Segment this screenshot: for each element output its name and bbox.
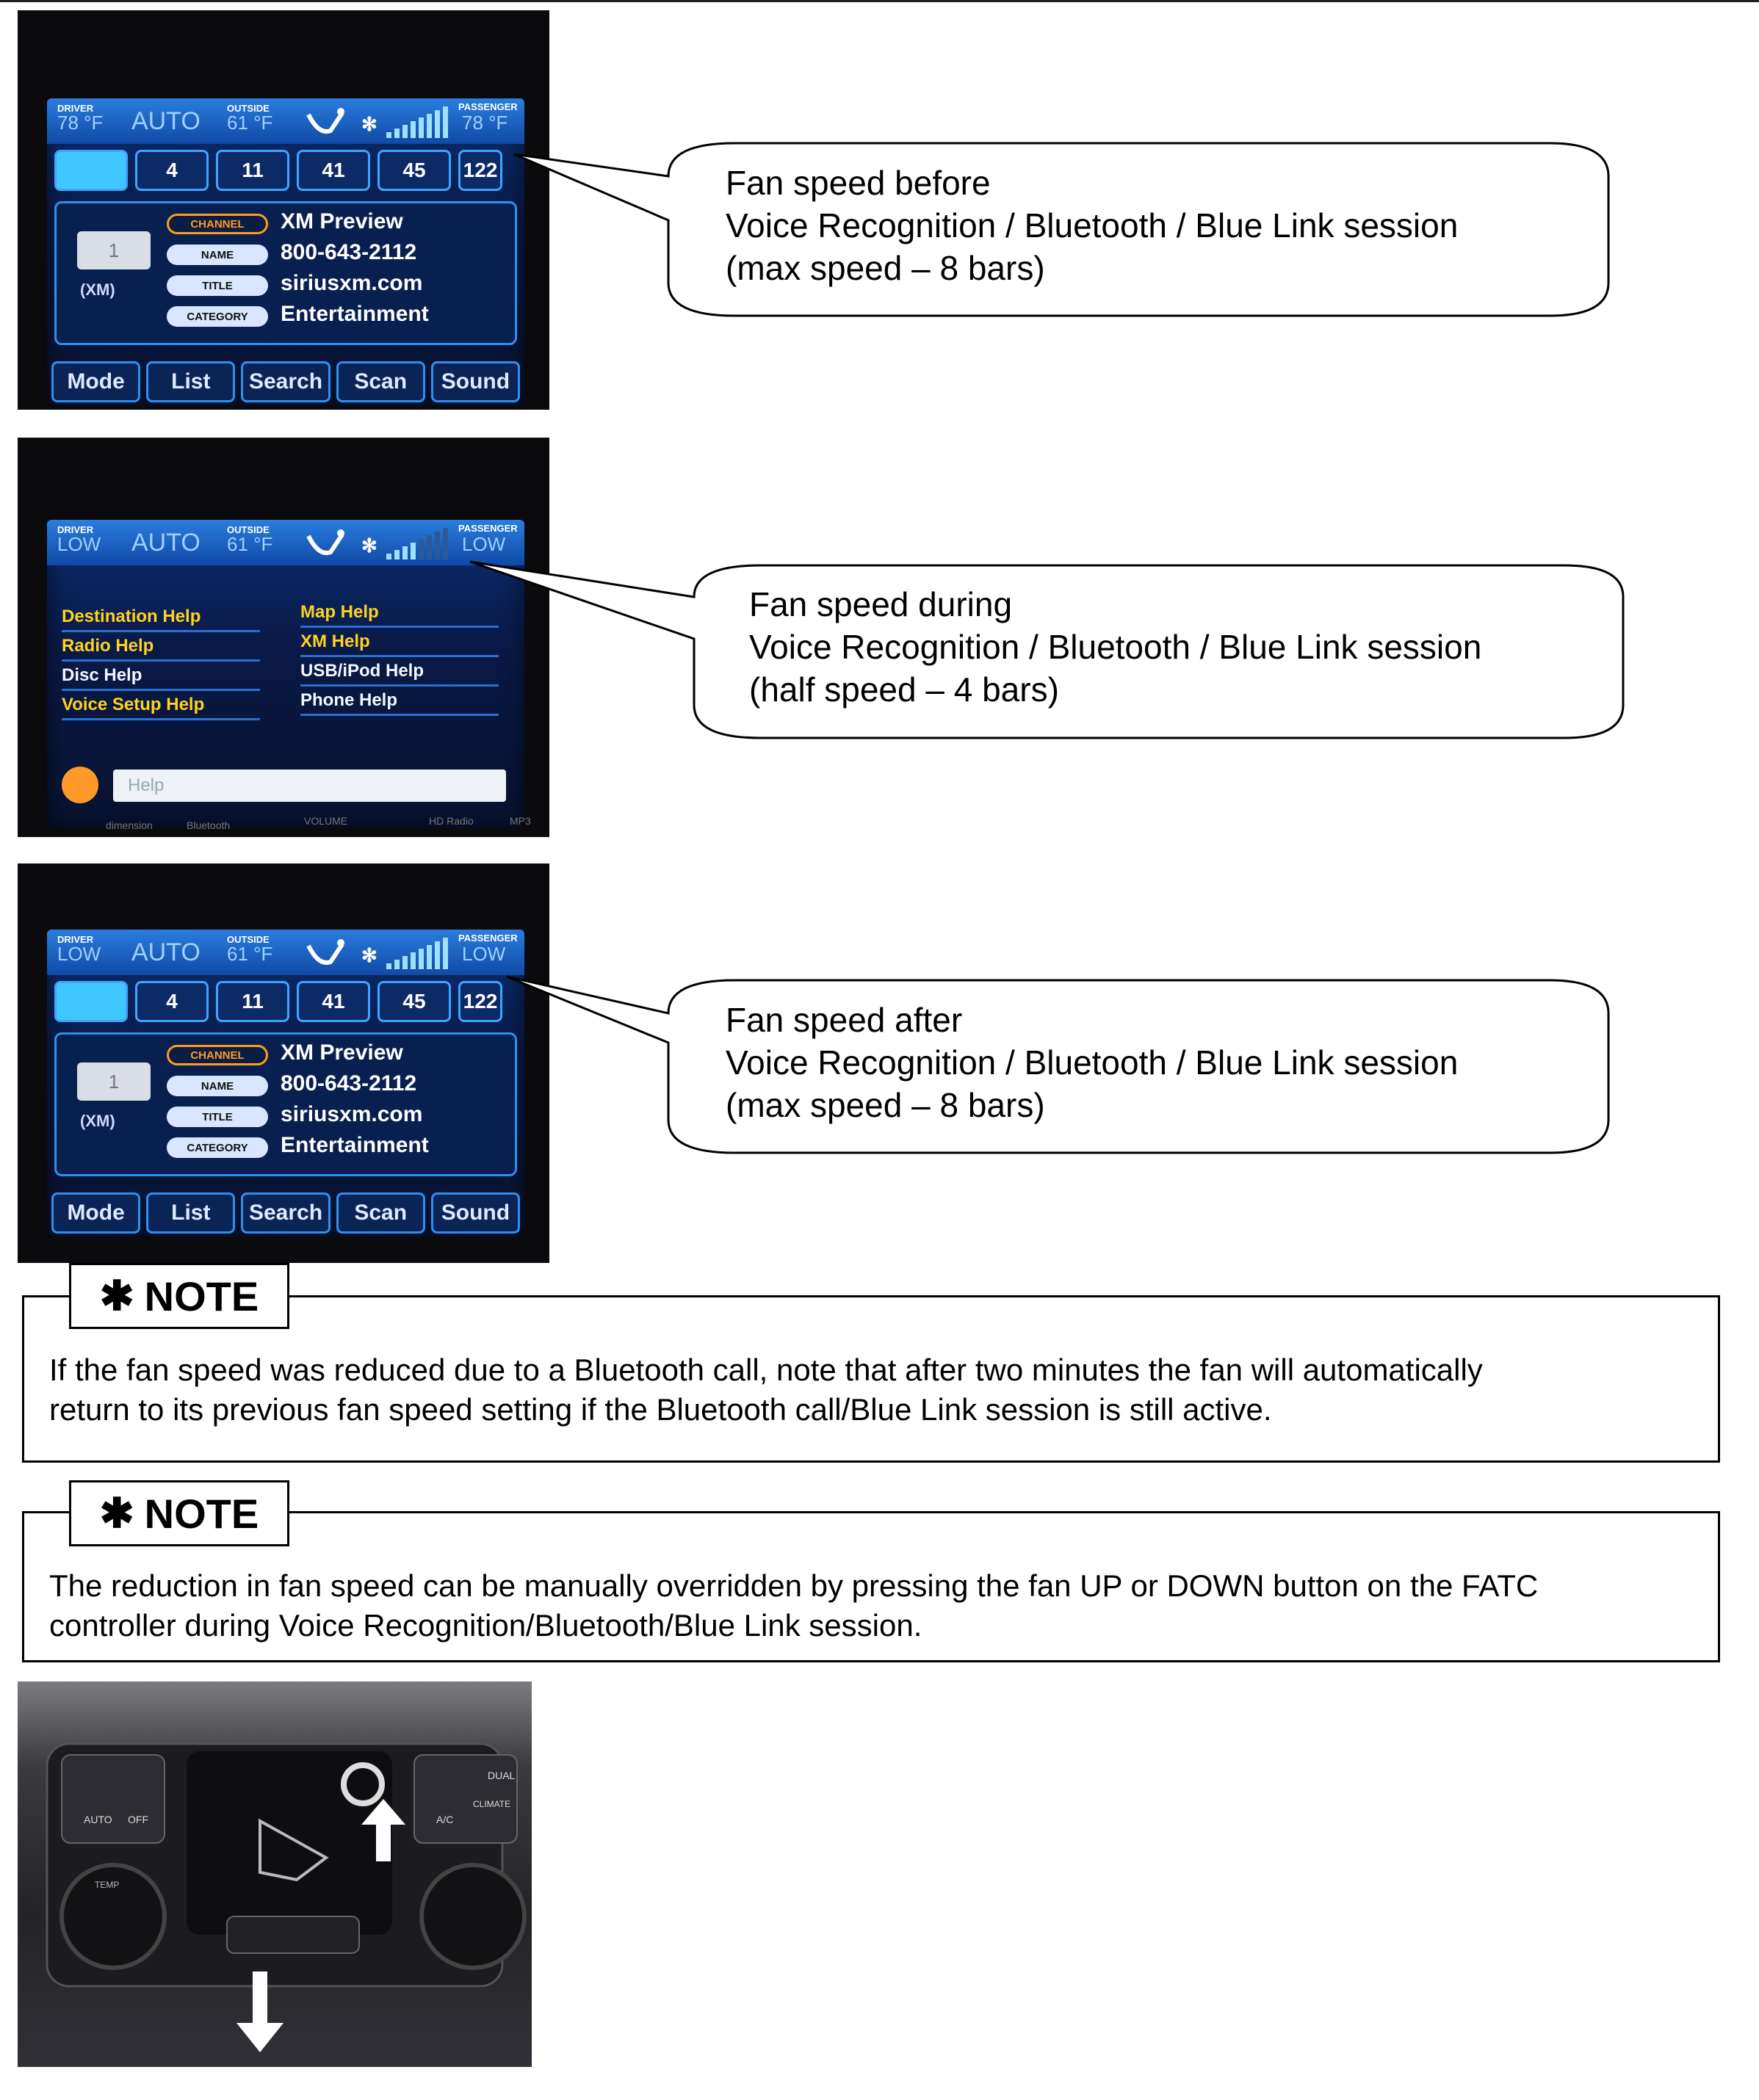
softkey-row bbox=[47, 1192, 524, 1238]
driver-temp: 78 °F bbox=[57, 112, 104, 134]
mode-button[interactable]: Mode bbox=[51, 1192, 140, 1234]
driver-label: DRIVER bbox=[57, 524, 94, 535]
asterisk-icon: ✱ bbox=[99, 1490, 134, 1536]
category-tag: CATEGORY bbox=[167, 306, 268, 327]
dual-button[interactable]: DUAL bbox=[488, 1770, 516, 1781]
fan-icon: ✻ bbox=[361, 535, 378, 557]
passenger-temp: 78 °F bbox=[462, 112, 508, 134]
note-title: NOTE bbox=[144, 1490, 259, 1537]
channel-value: XM Preview bbox=[281, 209, 403, 233]
bezel-label: dimension bbox=[106, 819, 153, 831]
outside-label: OUTSIDE bbox=[227, 103, 270, 114]
callout-line: Voice Recognition / Bluetooth / Blue Link session bbox=[726, 1043, 1459, 1082]
driver-temp: LOW bbox=[57, 533, 101, 555]
preset-button[interactable]: 122 bbox=[458, 981, 502, 1022]
ac-button[interactable]: A/C bbox=[436, 1814, 454, 1825]
asterisk-icon: ✱ bbox=[99, 1272, 134, 1319]
preset-button[interactable]: 1 bbox=[54, 150, 128, 191]
auto-mode: AUTO bbox=[131, 529, 201, 557]
channel-tag: CHANNEL bbox=[167, 214, 268, 234]
name-value: 800-643-2112 bbox=[281, 1071, 417, 1096]
note-line: return to its previous fan speed setting if the Bluetooth call/Blue Link session is still active. bbox=[49, 1392, 1272, 1427]
auto-mode: AUTO bbox=[131, 107, 201, 135]
channel-value: XM Preview bbox=[281, 1040, 403, 1065]
fan-icon: ✻ bbox=[361, 944, 378, 966]
category-tag: CATEGORY bbox=[167, 1137, 268, 1158]
note-line: If the fan speed was reduced due to a Bluetooth call, note that after two minutes the fan will automatically bbox=[49, 1353, 1483, 1387]
callout-line: Voice Recognition / Bluetooth / Blue Link session bbox=[726, 206, 1459, 245]
search-button[interactable]: Search bbox=[241, 1192, 330, 1234]
help-field: Help bbox=[113, 770, 506, 802]
off-button[interactable]: OFF bbox=[128, 1814, 148, 1825]
callout-before bbox=[726, 162, 1458, 289]
preset-button[interactable]: 4 bbox=[135, 981, 209, 1022]
mode-button[interactable]: Mode bbox=[51, 361, 140, 402]
scan-button[interactable]: Scan bbox=[336, 1192, 425, 1234]
callout-during bbox=[749, 583, 1481, 711]
title-tag: TITLE bbox=[167, 275, 268, 296]
note-title: NOTE bbox=[144, 1272, 259, 1319]
note-line: The reduction in fan speed can be manually overridden by pressing the fan UP or DOWN button on the FATC bbox=[49, 1568, 1539, 1603]
preset-button[interactable]: 11 bbox=[216, 150, 289, 191]
radio-help-item[interactable]: Radio Help bbox=[62, 636, 260, 662]
usb-ipod-help-item[interactable]: USB/iPod Help bbox=[300, 661, 499, 687]
title-value: siriusxm.com bbox=[281, 271, 423, 295]
callout-line: Fan speed before bbox=[726, 164, 991, 202]
outside-label: OUTSIDE bbox=[227, 934, 270, 945]
outside-label: OUTSIDE bbox=[227, 524, 270, 535]
name-tag: NAME bbox=[167, 1076, 268, 1096]
auto-button[interactable]: AUTO bbox=[84, 1814, 112, 1825]
preset-button[interactable]: 45 bbox=[378, 981, 451, 1022]
callout-after bbox=[726, 999, 1458, 1126]
fatc-controller-photo bbox=[18, 1681, 532, 2067]
callout-line: Fan speed after bbox=[726, 1001, 963, 1039]
sound-button[interactable]: Sound bbox=[431, 361, 520, 402]
title-tag: TITLE bbox=[167, 1107, 268, 1127]
callout-line: (max speed – 8 bars) bbox=[726, 1086, 1045, 1124]
passenger-label: PASSENGER bbox=[458, 101, 518, 112]
channel-number: 1 bbox=[77, 1062, 151, 1101]
note-header-1 bbox=[69, 1263, 289, 1329]
search-button[interactable]: Search bbox=[241, 361, 330, 402]
xm-logo: (XM) bbox=[80, 1112, 115, 1130]
outside-temp: 61 °F bbox=[227, 533, 273, 555]
temp-knob-label: TEMP bbox=[95, 1880, 120, 1890]
note-header-2 bbox=[69, 1480, 289, 1546]
driver-label: DRIVER bbox=[57, 103, 94, 114]
disc-help-item[interactable]: Disc Help bbox=[62, 665, 260, 691]
channel-number: 1 bbox=[77, 231, 151, 269]
preset-button[interactable]: 45 bbox=[378, 150, 451, 191]
callout-line: (half speed – 4 bars) bbox=[749, 670, 1059, 709]
preset-button[interactable]: 41 bbox=[297, 150, 370, 191]
title-value: siriusxm.com bbox=[281, 1102, 423, 1126]
driver-label: DRIVER bbox=[57, 934, 94, 945]
channel-tag: CHANNEL bbox=[167, 1045, 268, 1065]
driver-temp: LOW bbox=[57, 943, 101, 965]
name-value: 800-643-2112 bbox=[281, 240, 417, 264]
callout-line: Fan speed during bbox=[749, 585, 1013, 623]
bezel-label: HD Radio bbox=[429, 815, 474, 827]
preset-button[interactable]: 4 bbox=[135, 150, 209, 191]
auto-mode: AUTO bbox=[131, 938, 201, 966]
destination-help-item[interactable]: Destination Help bbox=[62, 607, 260, 632]
passenger-temp: LOW bbox=[462, 943, 506, 965]
passenger-label: PASSENGER bbox=[458, 523, 518, 534]
passenger-label: PASSENGER bbox=[458, 933, 518, 944]
xm-logo: (XM) bbox=[80, 280, 115, 299]
note-text bbox=[49, 1566, 1538, 1645]
list-button[interactable]: List bbox=[146, 361, 235, 402]
callout-line: (max speed – 8 bars) bbox=[726, 249, 1045, 287]
climate-button[interactable]: CLIMATE bbox=[473, 1799, 511, 1809]
map-help-item[interactable]: Map Help bbox=[300, 602, 499, 628]
callout-line: Voice Recognition / Bluetooth / Blue Link session bbox=[749, 628, 1482, 666]
list-button[interactable]: List bbox=[146, 1192, 235, 1234]
outside-temp: 61 °F bbox=[227, 943, 273, 965]
bezel-label: Bluetooth bbox=[187, 819, 231, 831]
category-value: Entertainment bbox=[281, 302, 429, 326]
fan-icon: ✻ bbox=[361, 113, 378, 135]
preset-button[interactable]: 1 bbox=[54, 981, 128, 1022]
preset-button[interactable]: 122 bbox=[458, 150, 502, 191]
preset-button[interactable]: 41 bbox=[297, 981, 370, 1022]
passenger-temp: LOW bbox=[462, 533, 506, 555]
sound-button[interactable]: Sound bbox=[431, 1192, 520, 1234]
category-value: Entertainment bbox=[281, 1133, 429, 1157]
note-text bbox=[49, 1350, 1483, 1430]
bezel-label: MP3 bbox=[510, 815, 531, 827]
preset-button[interactable]: 11 bbox=[216, 981, 289, 1022]
note-line: controller during Voice Recognition/Bluetooth/Blue Link session. bbox=[49, 1608, 922, 1643]
scan-button[interactable]: Scan bbox=[336, 361, 425, 402]
outside-temp: 61 °F bbox=[227, 112, 273, 134]
phone-help-item[interactable]: Phone Help bbox=[300, 690, 499, 716]
name-tag: NAME bbox=[167, 245, 268, 265]
fatc-controller-drawing bbox=[18, 1681, 532, 2067]
bezel-label: VOLUME bbox=[304, 815, 348, 827]
voice-setup-help-item[interactable]: Voice Setup Help bbox=[62, 695, 260, 720]
xm-help-item[interactable]: XM Help bbox=[300, 631, 499, 657]
